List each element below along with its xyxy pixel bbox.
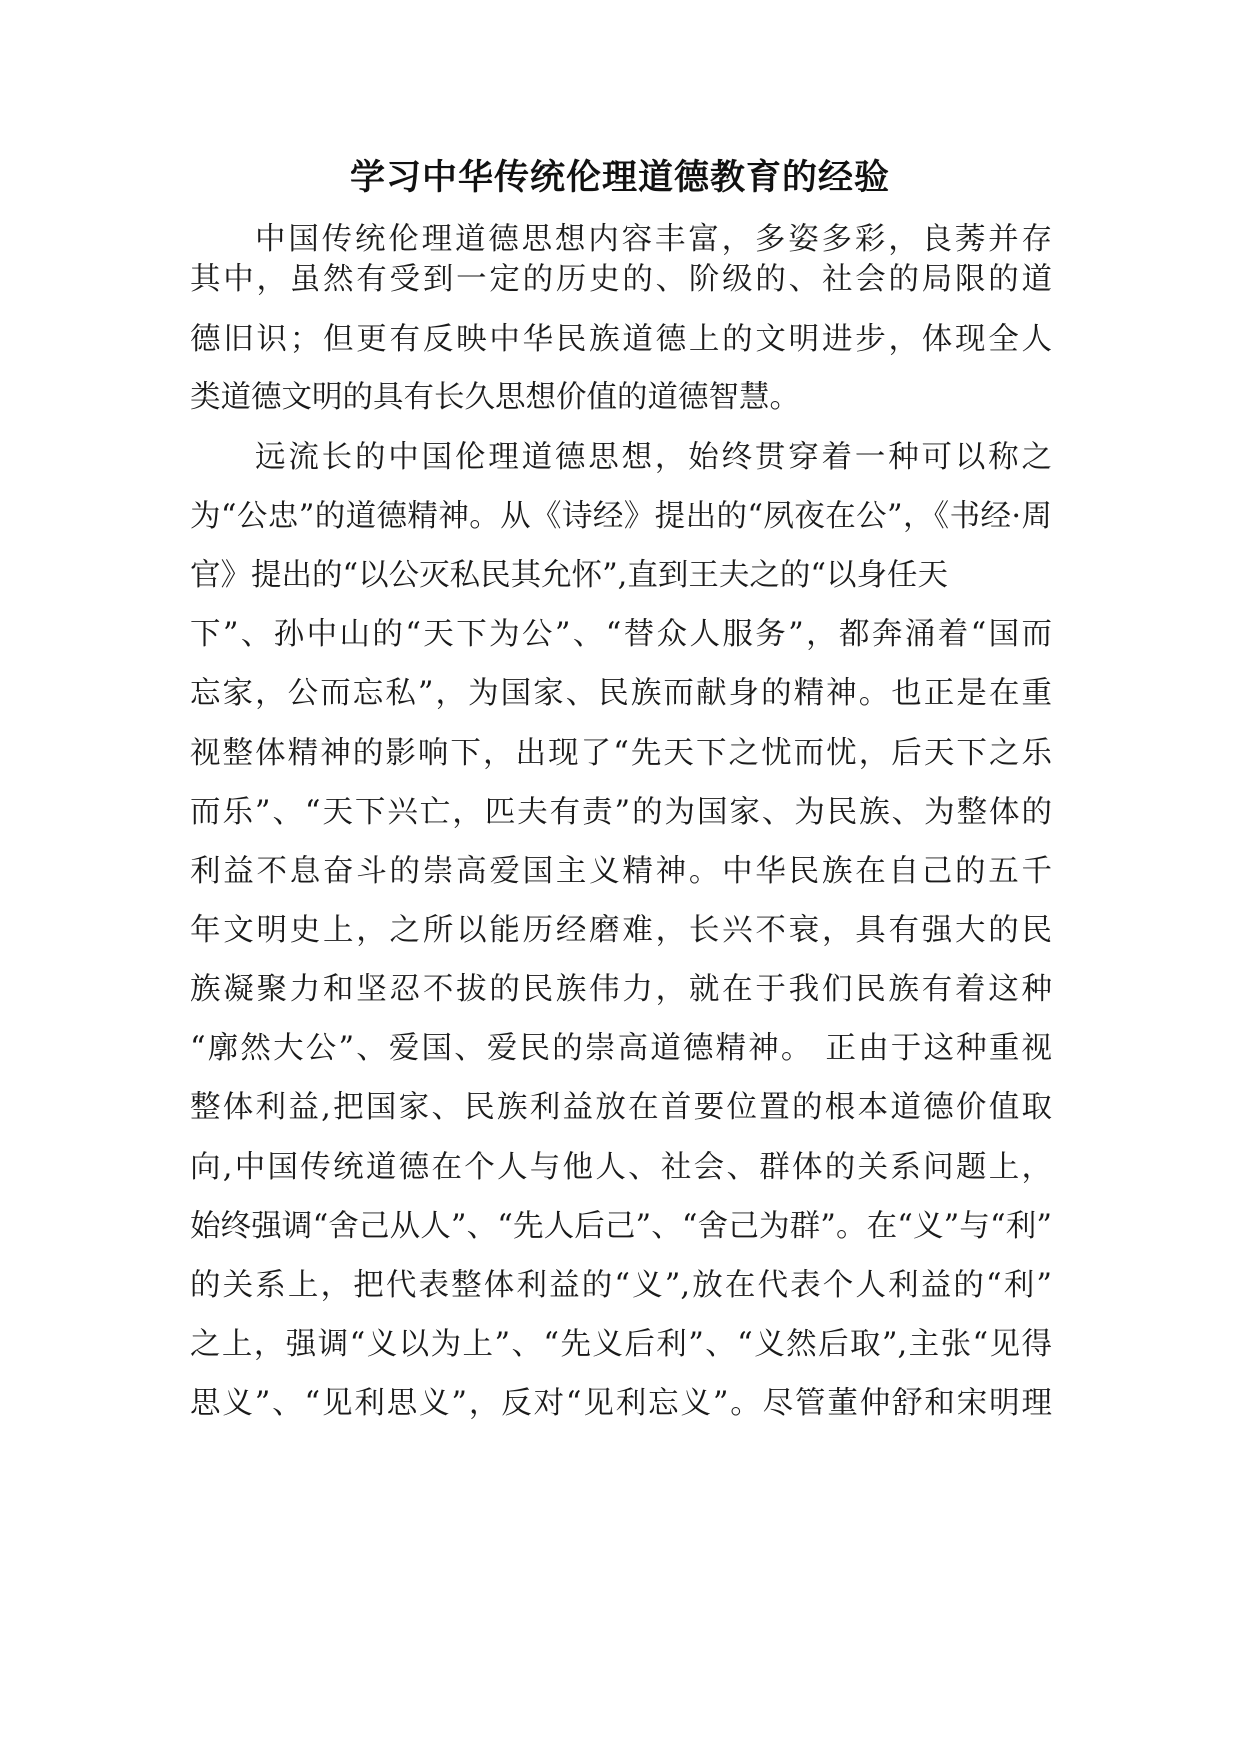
paragraph-2-line: 族凝聚力和坚忍不拔的民族伟力，就在于我们民族有着这种 (190, 972, 1052, 1007)
paragraph-2-line: 之上，强调“义以为上”、“先义后利”、“义然后取”,主张“见得 (190, 1327, 1052, 1362)
paragraph-2-line: 思义”、“见利思义”，反对“见利忘义”。尽管董仲舒和宋明理 (190, 1386, 1052, 1421)
paragraph-2-line: 始终强调“舍己从人”、“先人后己”、“舍己为群”。在“义”与“利” (190, 1209, 1052, 1244)
paragraph-1-line: 中国传统伦理道德思想内容丰富，多姿多彩，良莠并存 (255, 222, 1052, 257)
paragraph-2-line: 利益不息奋斗的崇高爱国主义精神。中华民族在自己的五千 (190, 854, 1052, 889)
paragraph-2-line: 远流长的中国伦理道德思想，始终贯穿着一种可以称之 (255, 440, 1052, 475)
paragraph-2-line: 官》提出的“以公灭私民其允怀”,直到王夫之的“以身任天 (190, 558, 948, 593)
paragraph-2-line: “廓然大公”、爱国、爱民的崇高道德精神。 正由于这种重视 (190, 1031, 1052, 1066)
paragraph-2-line: 下”、孙中山的“天下为公”、“替众人服务”，都奔涌着“国而 (190, 617, 1052, 652)
paragraph-1-line: 其中，虽然有受到一定的历史的、阶级的、社会的局限的道 (190, 262, 1052, 297)
paragraph-1-line: 类道德文明的具有长久思想价值的道德智慧。 (190, 380, 800, 415)
document-title: 学习中华传统伦理道德教育的经验 (349, 157, 890, 198)
paragraph-2-line: 向,中国传统道德在个人与他人、社会、群体的关系问题上， (190, 1150, 1052, 1185)
paragraph-2-line: 整体利益,把国家、民族利益放在首要位置的根本道德价值取 (190, 1090, 1052, 1125)
paragraph-2-line: 而乐”、“天下兴亡，匹夫有责”的为国家、为民族、为整体的 (190, 795, 1052, 830)
paragraph-2-line: 视整体精神的影响下，出现了“先天下之忧而忧，后天下之乐 (190, 736, 1052, 771)
paragraph-2-line: 忘家，公而忘私”，为国家、民族而献身的精神。也正是在重 (190, 676, 1052, 711)
paragraph-1-line: 德旧识；但更有反映中华民族道德上的文明进步，体现全人 (190, 322, 1052, 357)
paragraph-2-line: 年文明史上，之所以能历经磨难，长兴不衰，具有强大的民 (190, 913, 1052, 948)
paragraph-2-line: 的关系上，把代表整体利益的“义”,放在代表个人利益的“利” (190, 1268, 1052, 1303)
paragraph-2-line: 为“公忠”的道德精神。从《诗经》提出的“夙夜在公”，《书经·周 (190, 499, 1052, 534)
